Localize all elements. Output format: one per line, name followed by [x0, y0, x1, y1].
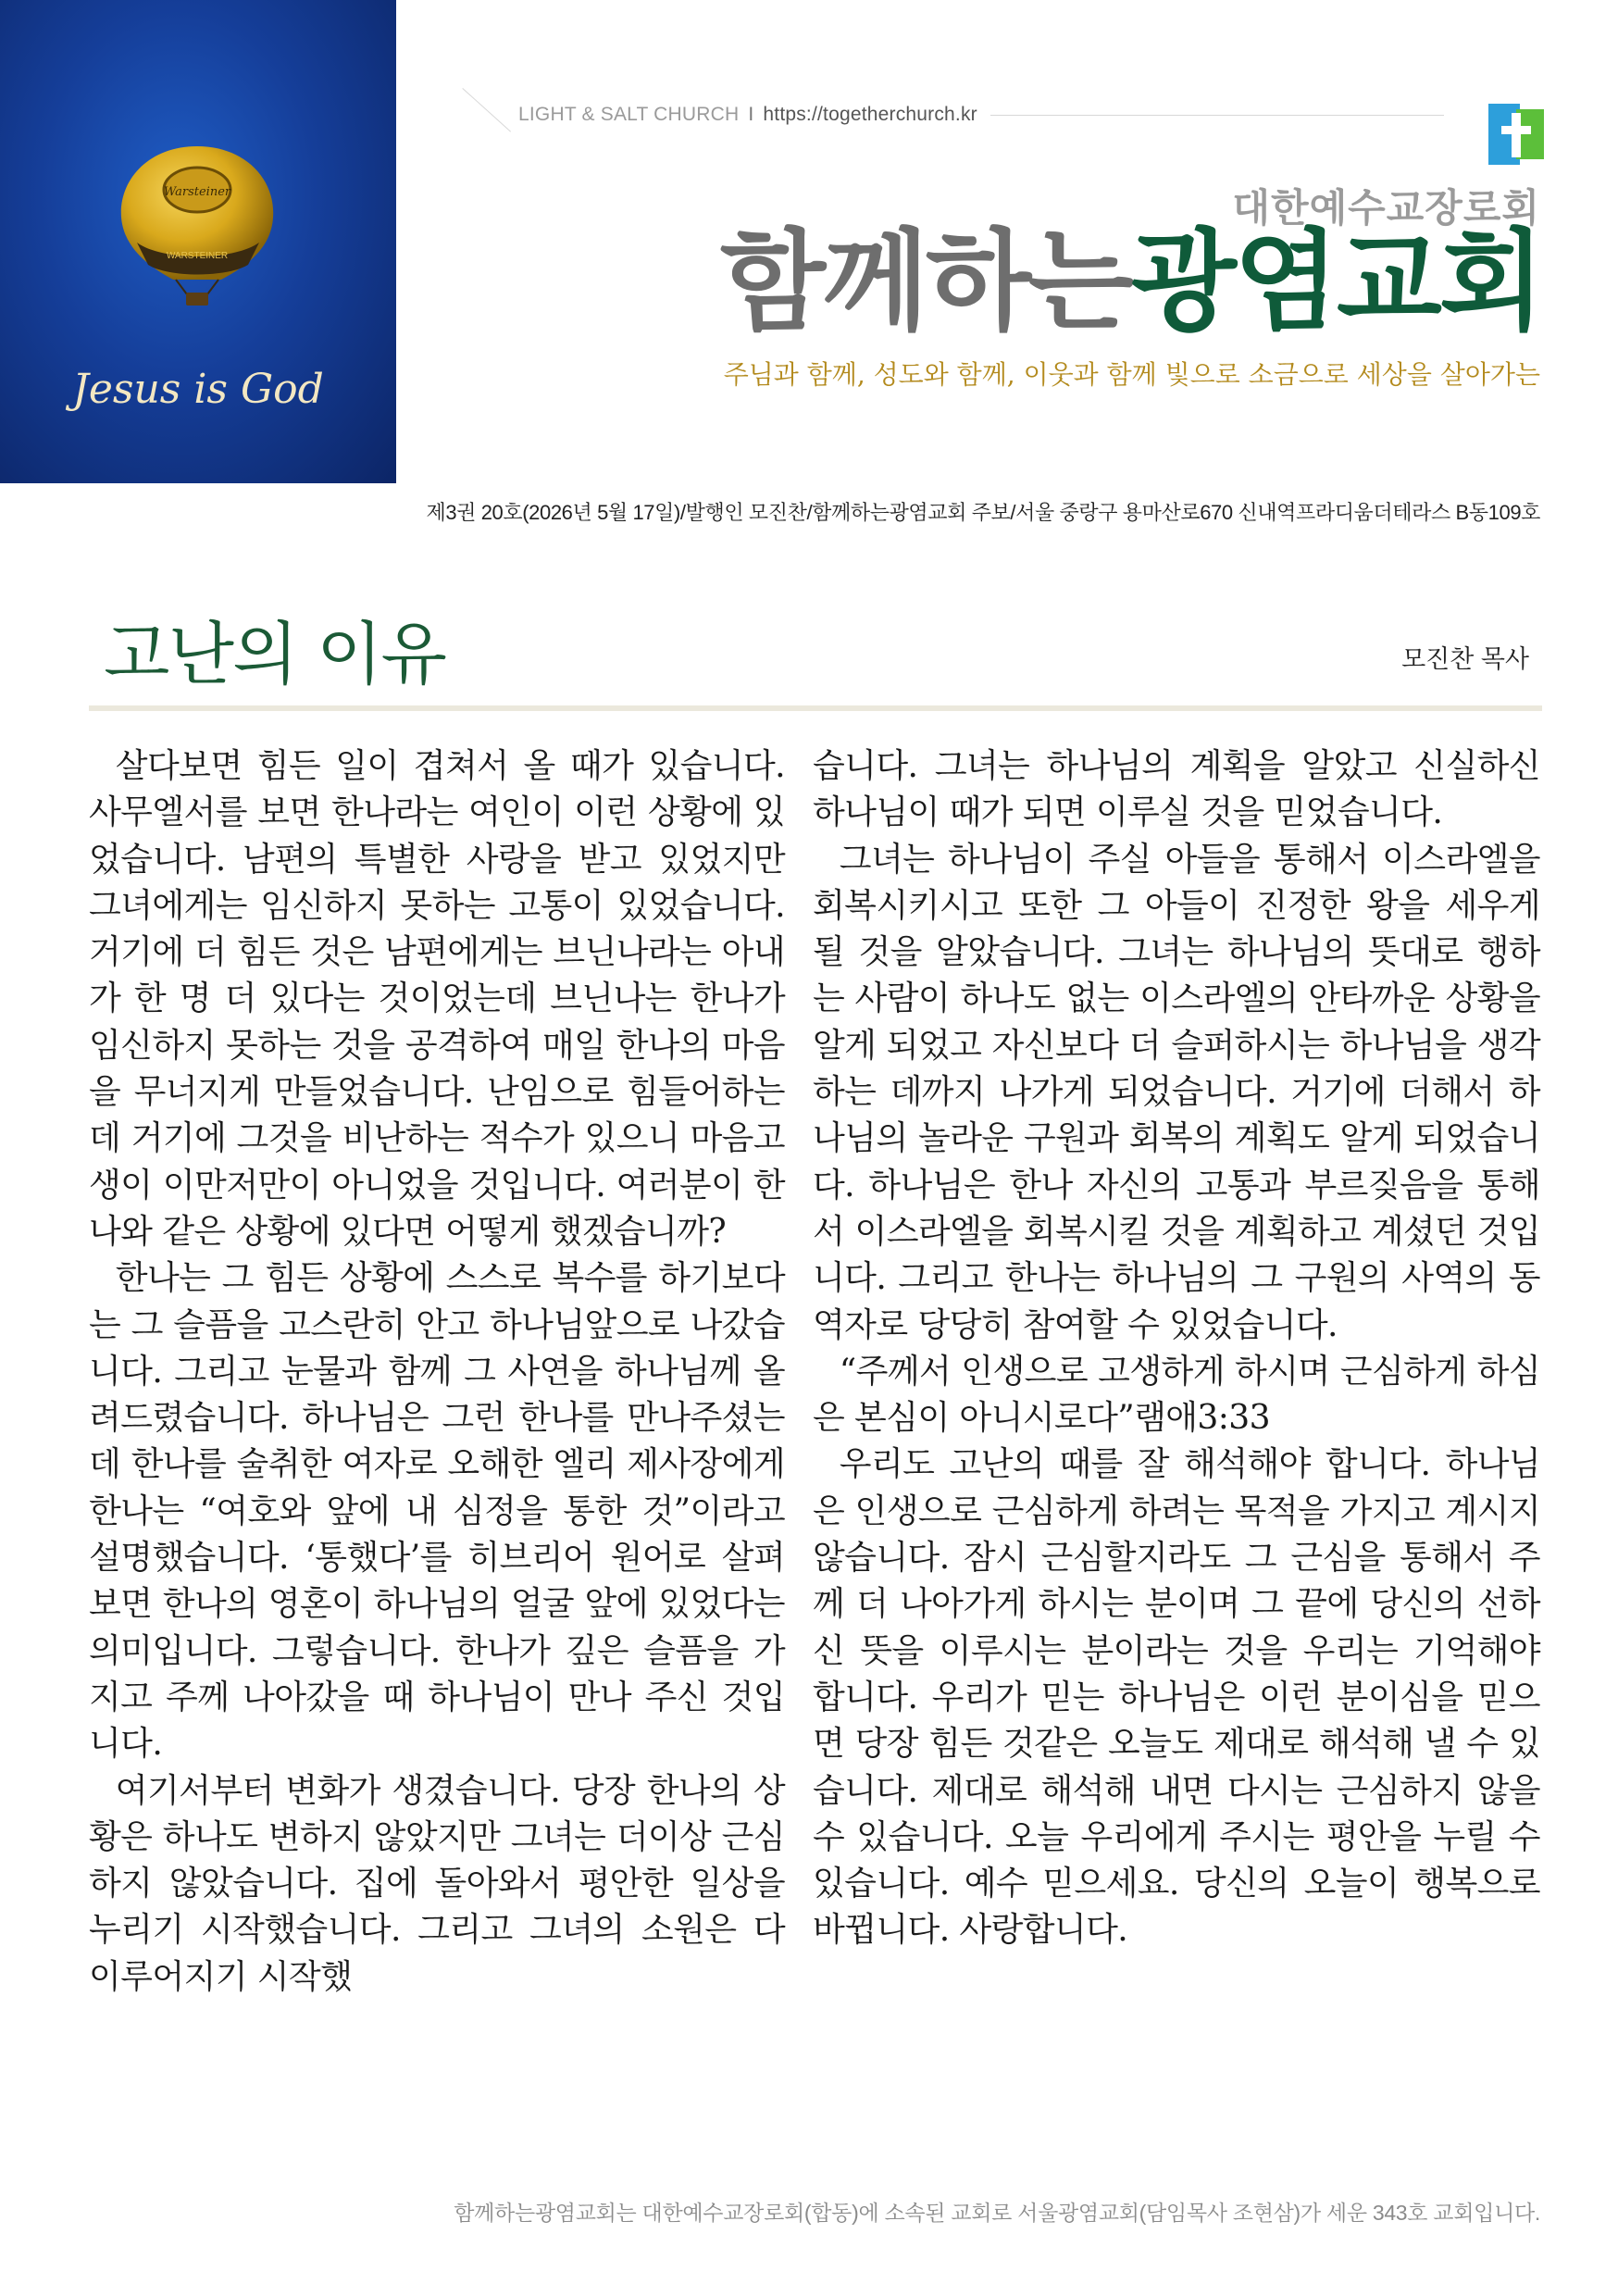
body-paragraph: 여기서부터 변화가 생겼습니다. 당장 한나의 상황은 하나도 변하지 않았지만 그녀는 더이상 근심하지 않았습니다. 집에 돌아와서 평안한 일상을 누리기 시작했습니다. 그리고 그녀의 소원은 다 이루어지기 시작했 — [89, 1771, 785, 1996]
church-cross-logo-icon — [1488, 104, 1544, 165]
bible-quote-paragraph: “주께서 인생으로 고생하게 하시며 근심하게 하심은 본심이 아니시로다”램애3:33 — [813, 1352, 1540, 1438]
cover-caption: Jesus is God — [72, 366, 324, 413]
footer-note: 함께하는광염교회는 대한예수교장로회(합동)에 소속된 교회로 서울광염교회(담임목사 조현삼)가 세운 343호 교회입니다. — [454, 2201, 1540, 2225]
church-name-part2: 광염교회 — [1131, 218, 1542, 345]
body-paragraph: 한나는 그 힘든 상황에 스스로 복수를 하기보다는 그 슬픔을 고스란히 안고 하나님앞으로 나갔습니다. 그리고 눈물과 함께 그 사연을 하나님께 올려드렸습니다. 하나님은 그런 한나를 만나주셨는데 한나를 술취한 여자로 오해한 엘리 제사장에게 한나는 “여호와 앞에 내 심정을 통한 것”이라고 설명했습니다. ‘통했다’를 히브리어 원어로 살펴보면 한나의 영혼이 하나님의 얼굴 앞에 있었다는 의미입니다. 그렇습니다. 한나가 깊은 슬픔을 가지고 주께 나아갔을 때 하나님이 만나 주신 것입니다. — [89, 1259, 785, 1764]
title-divider — [89, 705, 1542, 711]
site-url-link[interactable]: https://togetherchurch.kr — [763, 104, 977, 125]
body-paragraph: 우리도 고난의 때를 잘 해석해야 합니다. 하나님은 인생으로 근심하게 하려는 목적을 가지고 계시지 않습니다. 잠시 근심할지라도 그 근심을 통해서 주께 더 나아가게 하시는 분이며 그 끝에 당신의 선하신 뜻을 이루시는 분이라는 것을 우리는 기억해야 합니다. 우리가 믿는 하나님은 이런 분이심을 믿으면 당장 힘든 것같은 오늘도 제대로 해석해 낼 수 있습니다. 제대로 해석해 내면 다시는 근심하지 않을 수 있습니다. 오늘 우리에게 주시는 평안을 누릴 수 있습니다. 예수 믿으세요. 당신의 오늘이 행복으로 바뀝니다. 사랑합니다. — [813, 1445, 1540, 1950]
article-title: 고난의 이유 — [104, 615, 445, 694]
issue-info: 제3권 20호(2026년 5월 17일)/발행인 모진찬/함께하는광염교회 주보/서울 중랑구 용마산로670 신내역프라디움더테라스 B동109호 — [426, 501, 1540, 524]
site-name: LIGHT & SALT CHURCH — [518, 104, 740, 125]
body-paragraph: 습니다. 그녀는 하나님의 계획을 알았고 신실하신 하나님이 때가 되면 이루실 것을 믿었습니다. — [813, 747, 1540, 832]
decorative-line — [990, 115, 1444, 116]
article-body-left-column — [89, 743, 785, 2001]
church-name-part1: 함께하는 — [720, 218, 1132, 345]
denomination-label: 대한예수교장로회 — [1232, 186, 1540, 230]
church-motto: 주님과 함께, 성도와 함께, 이웃과 함께 빛으로 소금으로 세상을 살아가는 — [723, 359, 1540, 390]
decorative-line — [462, 88, 511, 132]
balloon-band-text: WARSTEINER — [166, 251, 229, 261]
body-paragraph: 살다보면 힘든 일이 겹쳐서 올 때가 있습니다. 사무엘서를 보면 한나라는 여인이 이런 상황에 있었습니다. 남편의 특별한 사랑을 받고 있었지만 그녀에게는 임신하지 못하는 고통이 있었습니다. 거기에 더 힘든 것은 남편에게는 브닌나라는 아내가 한 명 더 있다는 것이었는데 브닌나는 한나가 임신하지 못하는 것을 공격하여 매일 한나의 마음을 무너지게 만들었습니다. 난임으로 힘들어하는데 거기에 그것을 비난하는 적수가 있으니 마음고생이 이만저만이 아니었을 것입니다. 여러분이 한나와 같은 상황에 있다면 어떻게 했겠습니까? — [89, 747, 785, 1251]
article-author: 모진찬 목사 — [1401, 645, 1529, 673]
church-name-title — [720, 218, 1542, 345]
article-body-right-column — [813, 743, 1540, 1954]
site-header-line — [518, 104, 977, 126]
balloon-logo-text: Warsteiner — [163, 185, 231, 199]
cover-image — [0, 0, 396, 483]
separator: I — [748, 104, 754, 125]
body-paragraph: 그녀는 하나님이 주실 아들을 통해서 이스라엘을 회복시키시고 또한 그 아들이 진정한 왕을 세우게 될 것을 알았습니다. 그녀는 하나님의 뜻대로 행하는 사람이 하나도 없는 이스라엘의 안타까운 상황을 알게 되었고 자신보다 더 슬퍼하시는 하나님을 생각하는 데까지 나가게 되었습니다. 거기에 더해서 하나님의 놀라운 구원과 회복의 계획도 알게 되었습니다. 하나님은 한나 자신의 고통과 부르짖음을 통해서 이스라엘을 회복시킬 것을 계획하고 계셨던 것입니다. 그리고 한나는 하나님의 그 구원의 사역의 동역자로 당당히 참여할 수 있었습니다. — [813, 840, 1540, 1344]
